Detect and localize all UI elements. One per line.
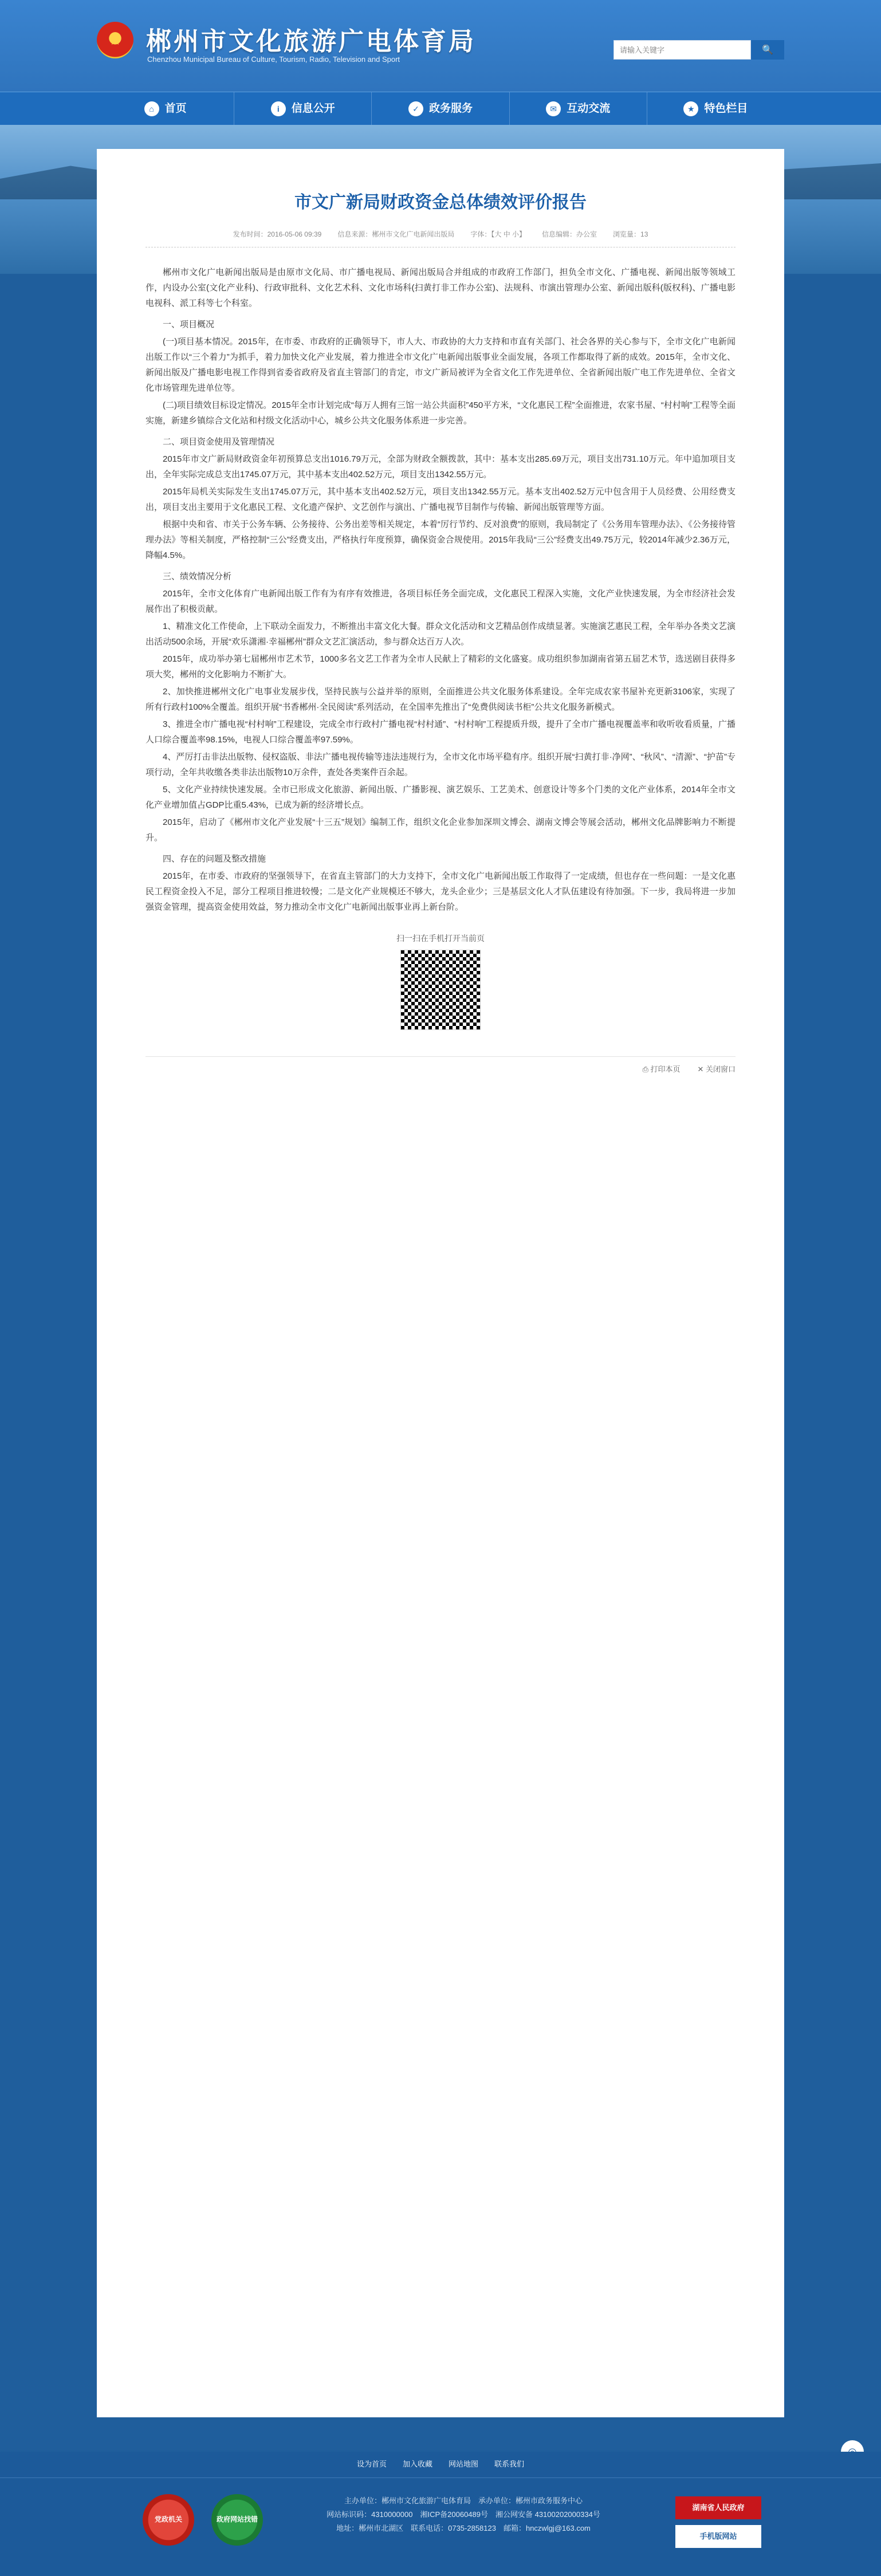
font-size-switch[interactable]: 字体：【大 中 小】 (470, 230, 526, 238)
section-heading: 一、项目概况 (163, 320, 215, 330)
home-icon: ⌂ (144, 101, 159, 116)
party-gov-badge[interactable]: 党政机关 (143, 2494, 194, 2546)
nav-item-home[interactable]: ⌂ 首页 (97, 92, 234, 125)
search-input[interactable] (613, 40, 751, 60)
info-icon: i (271, 101, 286, 116)
paragraph: (一)项目基本情况。2015年，在市委、市政府的正确领导下，市人大、市政协的大力支持和市直有关部门、社会各界的关心参与下，全市文化广电新闻出版工作以“三个着力”为抓手，着力加快文化产业发展，着力推进全市文化广电新闻出版事业全面发展，各项工作都取得了新的成效。2015年，全市文化、新闻出版及广播电影电视工作得到省委省政府及省直主管部门的肯定，市文广新局被评为全省文化工作先进单位、全省新闻出版广电工作先进单位、全省文化市场管理先进单位等。 (145, 337, 736, 394)
footer-right-links (675, 2496, 761, 2554)
paragraph: 1、精准文化工作使命，上下联动全面发力，不断推出丰富文化大餐。群众文化活动和文艺精品创作成绩显著。实施演艺惠民工程，全年举办各类文艺演出活动500余场，开展“欢乐潇湘·幸福郴州”群众文艺汇演活动，参与群众达百万人次。 (145, 622, 736, 647)
qr-code-icon (400, 950, 481, 1030)
national-emblem-icon: ★ (97, 22, 133, 58)
close-window-button[interactable]: ✕ 关闭窗口 (697, 1065, 736, 1074)
print-button[interactable]: ⎙ 打印本页 (642, 1065, 681, 1074)
paragraph: 2015年，在市委、市政府的坚强领导下，在省直主管部门的大力支持下，全市文化广电新闻出版工作取得了一定成绩，但也存在一些问题：一是文化惠民工程资金投入不足，部分工程项目推进较慢；二是文化产业规模还不够大，龙头企业少；三是基层文化人才队伍建设有待加强。下一步，我局将进一步加强资金管理，提高资金使用效益，努力推动全市文化广电新闻出版事业再上新台阶。 (145, 871, 736, 913)
publish-time: 发布时间：2016-05-06 09:39 (233, 230, 322, 238)
service-icon: ✓ (408, 101, 423, 116)
nav-item-chat[interactable]: ✉ 互动交流 (510, 92, 647, 125)
footer-body (97, 2488, 784, 2569)
search-box (613, 40, 784, 60)
province-gov-link[interactable]: 湖南省人民政府 (675, 2496, 761, 2519)
paragraph: 2、加快推进郴州文化广电事业发展步伐，坚持民族与公益并举的原则，全面推进公共文化服务体系建设。全年完成农家书屋补充更新3106家，实现了所有行政村100%全覆盖。组织开展“书香郴州·全民阅读”系列活动，在全国率先推出了“免费供阅读书柜”公共文化服务新模式。 (145, 687, 736, 713)
star-icon: ★ (683, 101, 698, 116)
article-title: 市文广新局财政资金总体绩效评价报告 (294, 193, 587, 212)
paragraph: (二)项目绩效目标设定情况。2015年全市计划完成“每万人拥有三馆一站公共面积”450平方米，“文化惠民工程”全面推进，农家书屋、“村村响”工程等全面实施，新建乡镇综合文化站和村级文化活动中心，城乡公共文化服务体系进一步完善。 (145, 400, 736, 426)
main-nav (0, 92, 881, 125)
paragraph: 2015年，成功举办第七届郴州市艺术节，1000多名文艺工作者为全市人民献上了精彩的文化盛宴。成功组织参加湖南省第五届艺术节，选送剧目获得多项大奖，郴州的文化影响力不断扩大。 (145, 654, 736, 680)
nav-item-service[interactable]: ✓ 政务服务 (372, 92, 509, 125)
view-count: 浏览量：13 (613, 230, 648, 238)
chat-icon: ✉ (546, 101, 561, 116)
article-card (97, 149, 784, 2417)
nav-item-info[interactable]: i 信息公开 (234, 92, 372, 125)
paragraph: 郴州市文化广电新闻出版局是由原市文化局、市广播电视局、新闻出版局合并组成的市政府工作部门，担负全市文化、广播电视、新闻出版等领域工作，内设办公室(文化产业科)、行政审批科、文化艺术科、文化市场科(扫黄打非工作办公室)、法规科、市演出管理办公室、新闻出版科(版权科)、广播电影电视科、派工科等七个科室。 (145, 268, 736, 309)
paragraph: 2015年，启动了《郴州市文化产业发展“十三五”规划》编制工作，组织文化企业参加深圳文博会、湖南文博会等展会活动，郴州文化品牌影响力不断提升。 (145, 817, 736, 843)
paragraph: 2015年市文广新局财政资金年初预算总支出1016.79万元，全部为财政全额拨款，其中：基本支出285.69万元，项目支出731.10万元。年中追加项目支出，全年实际完成总支出1745.07万元，其中基本支出402.52万元，项目支出1342.55万元。 (145, 454, 736, 480)
gov-error-report-badge[interactable]: 政府网站找错 (211, 2494, 263, 2546)
footer-links (0, 2452, 881, 2478)
qr-label: 扫一扫在手机打开当前页 (396, 934, 485, 943)
search-button[interactable]: 🔍 (751, 40, 784, 60)
footer-link[interactable]: 联系我们 (494, 2460, 525, 2469)
paragraph: 4、严厉打击非法出版物、侵权盗版、非法广播电视传输等违法违规行为，全市文化市场平稳有序。组织开展“扫黄打非·净网”、“秋风”、“清源”、“护苗”专项行动，全年共收缴各类非法出版物10万余件，查处各类案件百余起。 (145, 752, 736, 778)
site-title[interactable]: 郴州市文化旅游广电体育局 (146, 27, 476, 56)
paragraph: 5、文化产业持续快速发展。全市已形成文化旅游、新闻出版、广播影视、演艺娱乐、工艺美术、创意设计等多个门类的文化产业体系，2014年全市文化产业增加值占GDP比重5.43%，已成为新的经济增长点。 (145, 785, 736, 811)
info-source: 信息来源：郴州市文化广电新闻出版局 (337, 230, 455, 238)
info-editor: 信息编辑：办公室 (542, 230, 597, 238)
paragraph: 2015年局机关实际发生支出1745.07万元，其中基本支出402.52万元，项目支出1342.55万元。基本支出402.52万元中包含用于人员经费、公用经费支出，项目支出主要用于文化惠民工程、文化遗产保护、文艺创作与演出、广播电视节目制作与传输、新闻出版管理等方面。 (145, 487, 736, 513)
site-subtitle: Chenzhou Municipal Bureau of Culture, Tourism, Radio, Television and Sport (147, 55, 400, 64)
article-tools (145, 1056, 736, 1083)
paragraph: 3、推进全市广播电视“村村响”工程建设，完成全市行政村广播电视“村村通”、“村村响”工程提质升级，提升了全市广播电视覆盖率和收听收看质量，广播人口综合覆盖率98.15%，电视人口综合覆盖率97.59%。 (145, 719, 736, 745)
site-footer (0, 2452, 881, 2576)
footer-link[interactable]: 设为首页 (356, 2460, 387, 2469)
paragraph: 2015年，全市文化体育广电新闻出版工作有为有序有效推进，各项目标任务全面完成，文化惠民工程深入实施，文化产业快速发展，为全市经济社会发展作出了积极贡献。 (145, 589, 736, 615)
qr-block (145, 932, 736, 1033)
footer-link[interactable]: 网站地图 (449, 2460, 479, 2469)
section-heading: 四、存在的问题及整改措施 (163, 854, 266, 864)
article-content (145, 265, 736, 915)
section-heading: 二、项目资金使用及管理情况 (163, 437, 275, 447)
mobile-site-link[interactable]: 手机版网站 (675, 2525, 761, 2548)
footer-info: 主办单位：郴州市文化旅游广电体育局 承办单位：郴州市政务服务中心 网站标识码：4310000000 湘ICP备20060489号 湘公网安备 43100202000334号 地址：郴州市北湖区 联系电话：0735-2858123 邮箱：hnczwlgj@163.com (327, 2496, 600, 2532)
nav-item-featured[interactable]: ★ 特色栏目 (647, 92, 784, 125)
footer-link[interactable]: 加入收藏 (402, 2460, 432, 2469)
article-meta (145, 229, 736, 247)
section-heading: 三、绩效情况分析 (163, 572, 232, 582)
site-header (0, 0, 881, 92)
paragraph: 根据中央和省、市关于公务车辆、公务接待、公务出差等相关规定，本着“厉行节约、反对浪费”的原则，我局制定了《公务用车管理办法》、《公务接待管理办法》等相关制度，严格控制“三公”经费支出，严格执行年度预算，确保资金合规使用。2015年我局“三公”经费支出49.75万元，较2014年减少2.36万元，降幅4.5%。 (145, 520, 736, 561)
